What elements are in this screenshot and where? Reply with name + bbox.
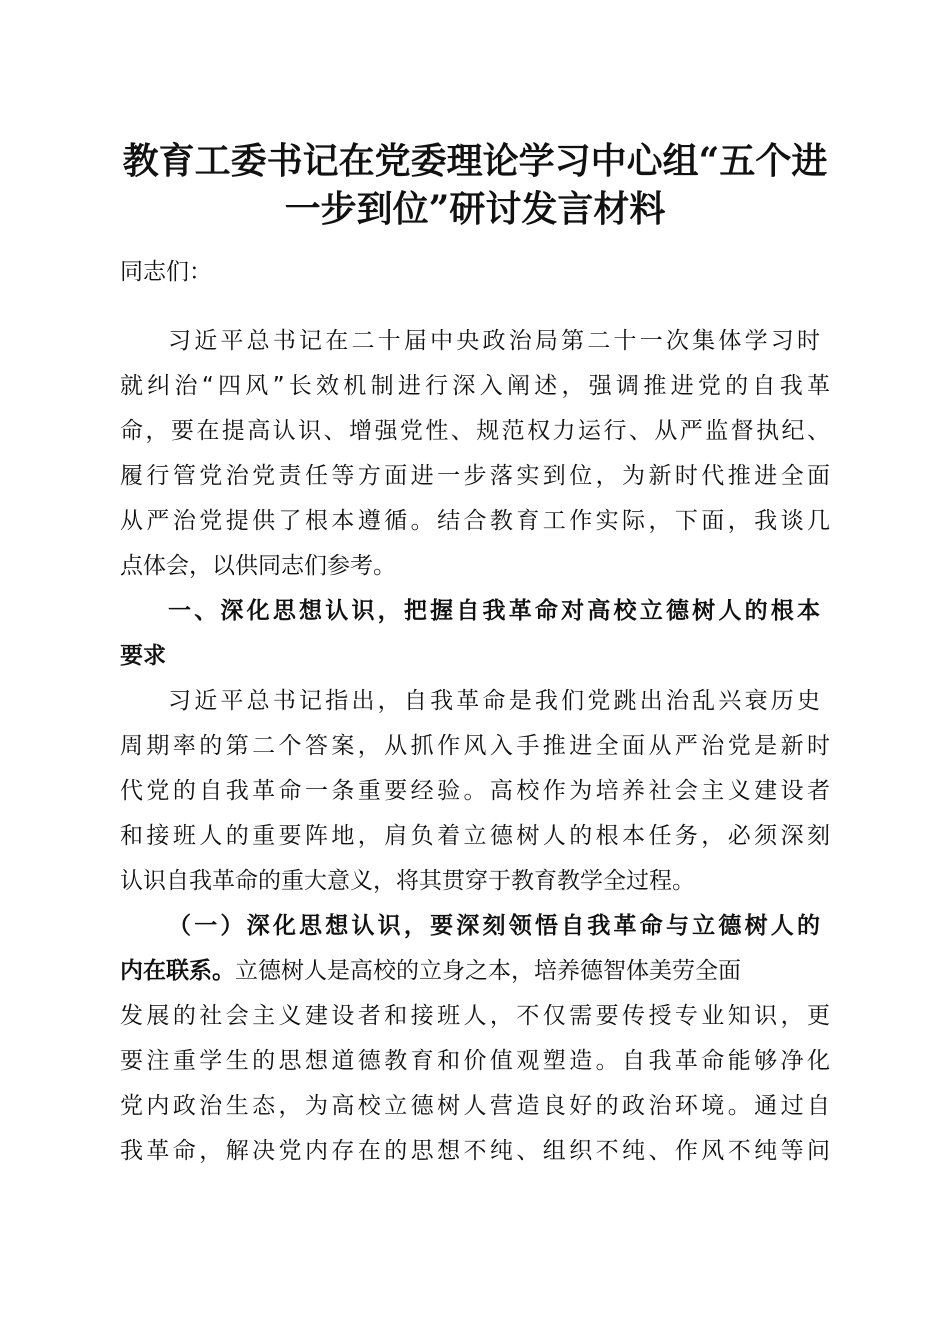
paragraph-1-line-6: 点体会，以供同志们参考。 bbox=[120, 553, 396, 579]
paragraph-1-line-5: 从严治党提供了根本遵循。结合教育工作实际，下面，我谈几 bbox=[120, 508, 830, 534]
paragraph-3-line-4: 党内政治生态，为高校立德树人营造良好的政治环境。通过自 bbox=[120, 1093, 830, 1119]
paragraph-3-line-2: 发展的社会主义建设者和接班人，不仅需要传授专业知识，更 bbox=[120, 1003, 830, 1029]
paragraph-2-line-5: 认识自我革命的重大意义，将其贯穿于教育教学全过程。 bbox=[120, 868, 695, 894]
paragraph-1-line-4: 履行管党治党责任等方面进一步落实到位，为新时代推进全面 bbox=[120, 463, 830, 489]
paragraph-1-line-1: 习近平总书记在二十届中央政治局第二十一次集体学习时 bbox=[168, 328, 820, 354]
paragraph-3-line-5: 我革命，解决党内存在的思想不纯、组织不纯、作风不纯等问 bbox=[120, 1138, 830, 1164]
document-title-line-2: 一步到位”研讨发言材料 bbox=[284, 188, 666, 230]
paragraph-2-line-3: 代党的自我革命一条重要经验。高校作为培养社会主义建设者 bbox=[120, 778, 830, 804]
paragraph-2-line-2: 周期率的第二个答案，从抓作风入手推进全面从严治党是新时 bbox=[120, 733, 830, 759]
paragraph-3-line-1 bbox=[120, 948, 830, 994]
paragraph-1-line-2: 就纠治“四风”长效机制进行深入阐述，强调推进党的自我革 bbox=[120, 373, 830, 399]
paragraph-2-line-4: 和接班人的重要阵地，肩负着立德树人的根本任务，必须深刻 bbox=[120, 823, 830, 849]
section-heading-1-line-1: 一、深化思想认识，把握自我革命对高校立德树人的根本 bbox=[168, 598, 820, 624]
document-title-line-1: 教育工委书记在党委理论学习中心组“五个进 bbox=[122, 140, 828, 182]
subsection-heading-1-line-2: 内在联系。 bbox=[120, 958, 235, 984]
section-heading-1-line-2: 要求 bbox=[120, 643, 166, 669]
paragraph-1-line-3: 命，要在提高认识、增强党性、规范权力运行、从严监督执纪、 bbox=[120, 418, 830, 444]
paragraph-3-line-1-text: 立德树人是高校的立身之本，培养德智体美劳全面 bbox=[235, 958, 741, 984]
paragraph-2-line-1: 习近平总书记指出，自我革命是我们党跳出治乱兴衰历史 bbox=[168, 688, 820, 714]
salutation: 同志们： bbox=[120, 259, 212, 285]
paragraph-3-line-3: 要注重学生的思想道德教育和价值观塑造。自我革命能够净化 bbox=[120, 1048, 830, 1074]
subsection-heading-1-line-1: （一）深化思想认识，要深刻领悟自我革命与立德树人的 bbox=[168, 913, 820, 939]
